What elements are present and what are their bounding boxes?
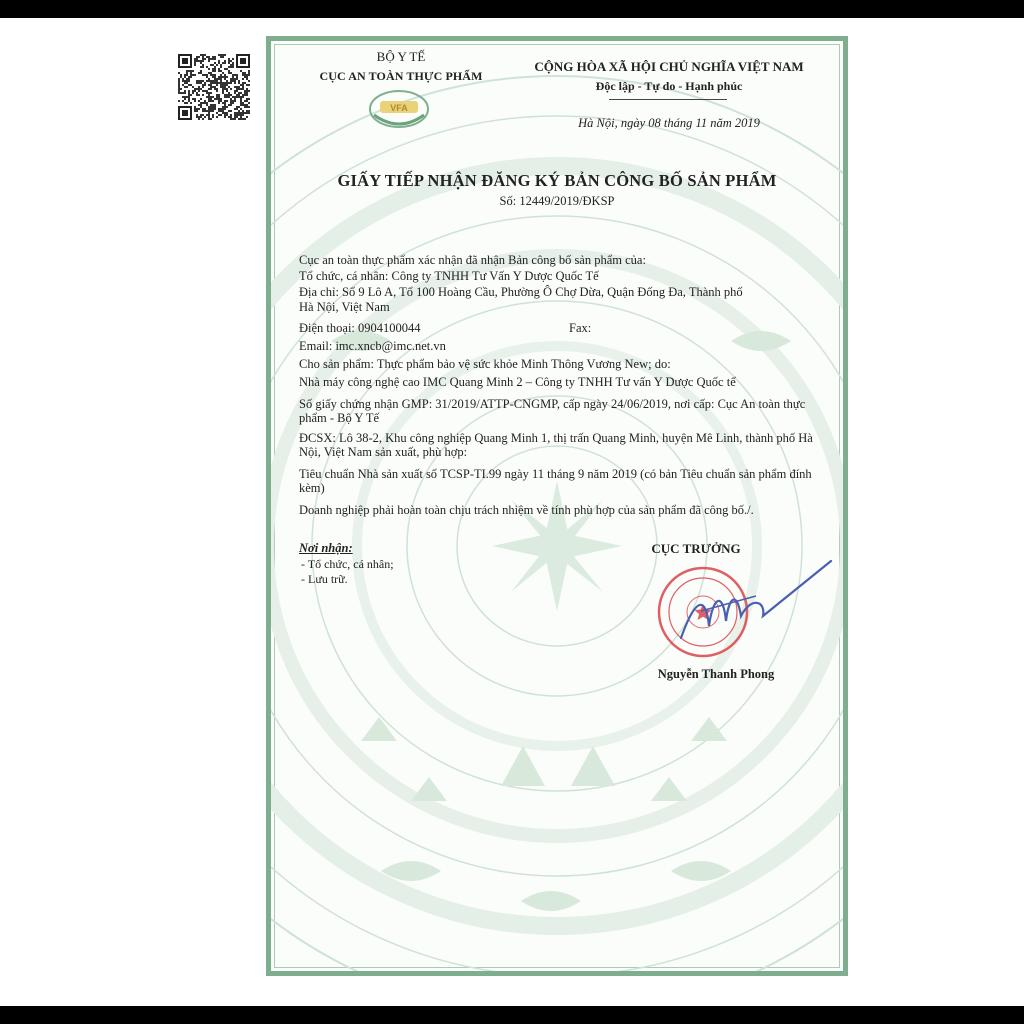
email-line: Email: imc.xncb@imc.net.vn (299, 339, 446, 353)
intro-line: Cục an toàn thực phẩm xác nhận đã nhận Bản công bố sản phẩm của: (299, 253, 646, 267)
address-line-2: Hà Nội, Việt Nam (299, 300, 390, 314)
national-motto: Độc lập - Tự do - Hạnh phúc (595, 79, 743, 93)
responsibility-line: Doanh nghiệp phải hoàn toàn chịu trách nhiệm về tính phù hợp của sản phẩm đã công bố./. (299, 503, 754, 517)
signer-name: Nguyễn Thanh Phong (657, 667, 775, 681)
document-title: GIẤY TIẾP NHẬN ĐĂNG KÝ BẢN CÔNG BỐ SẢN PHẨM (337, 171, 777, 190)
republic-name: CỘNG HÒA XÃ HỘI CHỦ NGHĨA VIỆT NAM (534, 59, 804, 74)
director-title: CỤC TRƯỞNG (651, 541, 741, 556)
manufacturer-line: Nhà máy công nghệ cao IMC Quang Minh 2 – Công ty TNHH Tư vấn Y Dược Quốc tế (299, 375, 736, 389)
handwritten-signature (671, 556, 841, 651)
recipients-title: Nơi nhận: (299, 541, 353, 555)
fax-line: Fax: (569, 321, 592, 335)
recipient-item: - Tổ chức, cá nhân; (301, 557, 394, 571)
standard-line: Tiêu chuẩn Nhà sản xuất số TCSP-TI.99 ngày 11 tháng 9 năm 2019 (có bản Tiêu chuẩn sản phẩm đính kèm) (299, 467, 812, 495)
motto-underline (609, 99, 727, 100)
product-line: Cho sản phẩm: Thực phẩm bảo vệ sức khỏe Minh Thông Vương New; do: (299, 357, 671, 371)
place-date: Hà Nội, ngày 08 tháng 11 năm 2019 (578, 116, 760, 130)
production-site-line: ĐCSX: Lô 38-2, Khu công nghiệp Quang Minh 1, thị trấn Quang Minh, huyện Mê Linh, thành phố Hà Nội, Việt Nam sản xuất, phù hợp: (299, 431, 813, 459)
address-line-1: Địa chỉ: Số 9 Lô A, Tổ 100 Hoàng Cầu, Phường Ô Chợ Dừa, Quận Đống Đa, Thành phố (299, 285, 743, 299)
ministry-name: BỘ Y TẾ (376, 49, 426, 64)
certificate (266, 36, 848, 976)
agency-name: CỤC AN TOÀN THỰC PHẨM (319, 69, 483, 83)
organization-line: Tổ chức, cá nhân: Công ty TNHH Tư Vấn Y Dược Quốc Tế (299, 269, 599, 283)
top-black-bar (0, 0, 1024, 18)
document-number: Số: 12449/2019/ĐKSP (499, 194, 615, 208)
vfa-logo-text: VFA (390, 103, 408, 113)
gmp-line: Số giấy chứng nhận GMP: 31/2019/ATTP-CNGMP, cấp ngày 24/06/2019, nơi cấp: Cục An toàn thực phẩm - Bộ Y Tế (299, 397, 806, 425)
qr-code-icon (178, 54, 250, 120)
vfa-logo-icon (366, 87, 432, 131)
recipient-item: - Lưu trữ. (301, 572, 348, 586)
phone-line: Điện thoại: 0904100044 (299, 321, 421, 335)
bottom-black-bar (0, 1006, 1024, 1024)
